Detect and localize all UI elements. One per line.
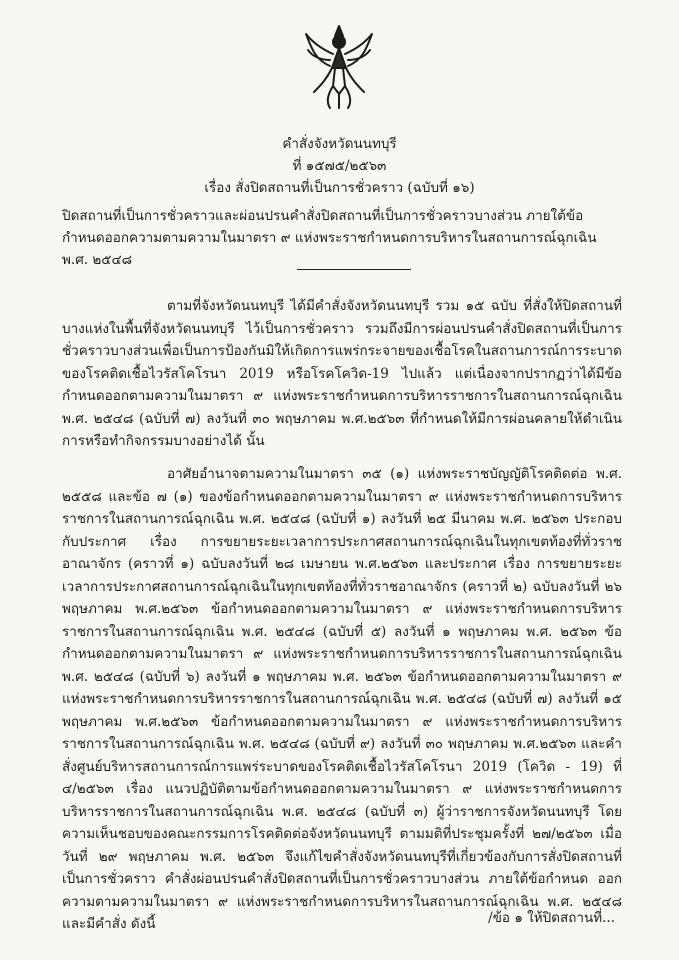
order-subtitle: ปิดสถานที่เป็นการชั่วคราวและผ่อนปรนคำสั่งปิดสถานที่เป็นการชั่วคราวบางส่วน ภายใต้ข้อกำหนดออกความตามความในมาตรา ๙ แห่งพระราชกำหนดการบริหารในสถานการณ์ฉุกเฉิน พ.ศ. ๒๕๔๘ xyxy=(62,208,597,268)
page-continuation: /ข้อ ๑ ให้ปิดสถานที่... xyxy=(488,910,615,926)
order-subject: เรื่อง สั่งปิดสถานที่เป็นการชั่วคราว (ฉบับที่ ๑๖) xyxy=(204,180,475,196)
body-paragraph-2: อาศัยอำนาจตามความในมาตรา ๓๕ (๑) แห่งพระราชบัญญัติโรคติดต่อ พ.ศ. ๒๕๕๘ และข้อ ๗ (๑) ของข้อกำหนดออกตามความในมาตรา ๙ แห่งพระราชกำหนดการบริหารราชการในสถานการณ์ฉุกเฉิน พ.ศ. ๒๕๔๘ (ฉบับที่ ๑) ลงวันที่ ๒๕ มีนาคม พ.ศ. ๒๕๖๓ ประกอบกับประกาศ เรื่อง การขยายระยะเวลาการประกาศสถานการณ์ฉุกเฉินในทุกเขตท้องที่ทั่วราชอาณาจักร (คราวที่ ๑) ฉบับลงวันที่ ๒๘ เมษายน พ.ศ.๒๕๖๓ และประกาศ เรื่อง การขยายระยะเวลาการประกาศสถานการณ์ฉุกเฉินในทุกเขตท้องที่ทั่วราชอาณาจักร (คราวที่ ๒) ฉบับลงวันที่ ๒๖ พฤษภาคม พ.ศ.๒๕๖๓ ข้อกำหนดออกตามความในมาตรา ๙ แห่งพระราชกำหนดการบริหารราชการในสถานการณ์ฉุกเฉิน พ.ศ. ๒๕๔๘ (ฉบับที่ ๕) ลงวันที่ ๑ พฤษภาคม พ.ศ. ๒๕๖๓ ข้อกำหนดออกตามความในมาตรา ๙ แห่งพระราชกำหนดการบริหารราชการในสถานการณ์ฉุกเฉิน พ.ศ. ๒๕๔๘ (ฉบับที่ ๖) ลงวันที่ ๑ พฤษภาคม พ.ศ. ๒๕๖๓ ข้อกำหนดออกตามความในมาตรา ๙ แห่งพระราชกำหนดการบริหารราชการในสถานการณ์ฉุกเฉิน พ.ศ. ๒๕๔๘ (ฉบับที่ ๗) ลงวันที่ ๑๕ พฤษภาคม พ.ศ.๒๕๖๓ ข้อกำหนดออกตามความในมาตรา ๙ แห่งพระราชกำหนดการบริหารราชการในสถานการณ์ฉุกเฉิน พ.ศ. ๒๕๔๘ (ฉบับที่ ๙) ลงวันที่ ๓๐ พฤษภาคม พ.ศ.๒๕๖๓ และคำสั่งศูนย์บริหารสถานการณ์การแพร่ระบาดของโรคติดเชื้อไวรัสโคโรนา 2019 (โควิด - 19) ที่ ๔/๒๕๖๓ เรื่อง แนวปฏิบัติตามข้อกำหนดออกตามความในมาตรา ๙ แห่งพระราชกำหนดการบริหารราชการในสถานการณ์ฉุกเฉิน พ.ศ. ๒๕๔๘ (ฉบับที่ ๓) ผู้ว่าราชการจังหวัดนนทบุรี โดยความเห็นชอบของคณะกรรมการโรคติดต่อจังหวัดนนทบุรี ตามมติที่ประชุมครั้งที่ ๒๗/๒๕๖๓ เมื่อวันที่ ๒๙ พฤษภาคม พ.ศ. ๒๕๖๓ จึงแก้ไขคำสั่งจังหวัดนนทบุรีที่เกี่ยวข้องกับการสั่งปิดสถานที่เป็นการชั่วคราว คำสั่งผ่อนปรนคำสั่งปิดสถานที่เป็นการชั่วคราวบางส่วน ภายใต้ข้อกำหนด ออกความตามความในมาตรา ๙ แห่งพระราชกำหนดการบริหารในสถานการณ์ฉุกเฉิน พ.ศ. ๒๕๔๘ และมีคำสั่ง ดังนี้ xyxy=(62,466,622,932)
order-title: คำสั่งจังหวัดนนทบุรี xyxy=(282,136,397,152)
body-paragraph-1: ตามที่จังหวัดนนทบุรี ได้มีคำสั่งจังหวัดนนทบุรี รวม ๑๕ ฉบับ ที่สั่งให้ปิดสถานที่บางแห่งในพื้นที่จังหวัดนนทบุรี ไว้เป็นการชั่วคราว รวมถึงมีการผ่อนปรนคำสั่งปิดสถานที่เป็นการชั่วคราวบางส่วนเพื่อเป็นการป้องกันมิให้เกิดการแพร่กระจายของเชื้อโรคในสถานการณ์การระบาดของโรคติดเชื้อไวรัสโคโรนา 2019 หรือโรคโควิด-19 ไปแล้ว แต่เนื่องจากปรากฏว่าได้มีข้อกำหนดออกตามความในมาตรา ๙ แห่งพระราชกำหนดการบริหารราชการในสถานการณ์ฉุกเฉิน พ.ศ. ๒๕๔๘ (ฉบับที่ ๗) ลงวันที่ ๓๐ พฤษภาคม พ.ศ.๒๕๖๓ ที่กำหนดให้มีการผ่อนคลายให้ดำเนินการหรือทำกิจกรรมบางอย่างได้ นั้น xyxy=(62,298,622,449)
order-number: ที่ ๑๕๗๕/๒๕๖๓ xyxy=(292,158,387,174)
header-divider xyxy=(297,269,411,270)
garuda-emblem-icon xyxy=(302,20,376,112)
